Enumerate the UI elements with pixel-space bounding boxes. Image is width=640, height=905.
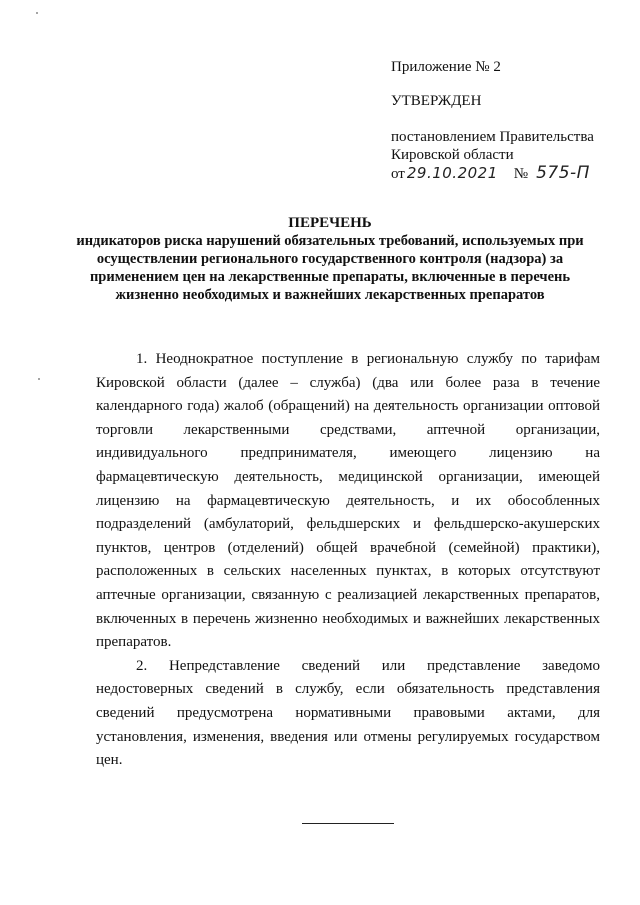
number-prefix: № <box>513 166 529 182</box>
decree-line-2: Кировской области <box>391 147 514 163</box>
title-subtitle: индикаторов риска нарушений обязательных требований, используемых при осуществлении регионального государственного контроля (надзора) за применением цен на лекарственные препараты, включенные в перечень жизненно необходимых и важнейших лекарственных препаратов <box>76 233 584 303</box>
paragraph-2: 2. Непредставление сведений или представление заведомо недостоверных сведений в службу, если обязательность представления сведений предусмотрена нормативными правовыми актами, для установления, изменения, введения или отмены регулируемых государством цен. <box>96 657 600 769</box>
approval-block <box>391 58 631 183</box>
scan-speck <box>36 12 38 14</box>
end-divider <box>302 823 394 824</box>
decree-date-number-line <box>391 164 631 183</box>
decree-line-1: постановлением Правительства <box>391 129 594 145</box>
handwritten-number: 575-П <box>536 163 590 183</box>
title-heading: ПЕРЕЧЕНЬ <box>288 215 372 231</box>
document-body <box>96 348 600 773</box>
document-title <box>60 214 600 304</box>
scan-speck <box>38 378 40 380</box>
approved-label: УТВЕРЖДЕН <box>391 93 482 109</box>
handwritten-date: 29.10.2021 <box>406 164 498 182</box>
appendix-label: Приложение № 2 <box>391 59 501 75</box>
date-prefix: от <box>391 166 405 182</box>
paragraph-1: 1. Неоднократное поступление в региональную службу по тарифам Кировской области (далее – служба) (два или более раза в течение календарного года) жалоб (обращений) на деятельность организации оптовой торговли лекарственными средствами, аптечной организации, индивидуального предпринимателя, имеющего лицензию на фармацевтическую деятельность, медицинской организации, имеющей лицензию на фармацевтическую деятельность, и их обособленных подразделений (амбулаторий, фельдшерских и фельдшерско-акушерских пунктов, центров (отделений) общей врачебной (семейной) практики), расположенных в сельских населенных пунктах, в которых отсутствуют аптечные организации, связанную с реализацией лекарственных препаратов, включенных в перечень жизненно необходимых и важнейших лекарственных препаратов. <box>96 351 600 651</box>
